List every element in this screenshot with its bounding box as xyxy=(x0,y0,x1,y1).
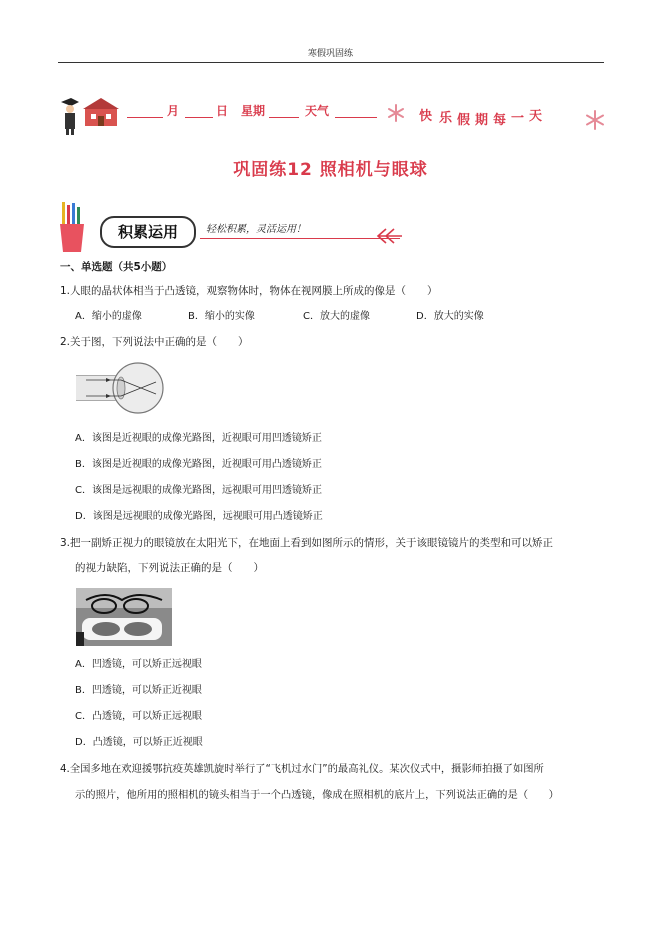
week-blank xyxy=(269,117,299,118)
fun-char: 天 xyxy=(529,109,543,124)
eye-diagram xyxy=(76,362,168,416)
month-label: 月 xyxy=(167,104,180,118)
fun-char: 每 xyxy=(493,113,507,128)
document-title: 巩固练12 照相机与眼球 xyxy=(233,160,428,180)
date-banner xyxy=(55,92,610,136)
arrow-icon xyxy=(372,226,404,246)
option-3c: C．凸透镜，可以矫正远视眼 xyxy=(75,711,202,722)
school-icon xyxy=(81,98,121,128)
question-2: 2.关于图，下列说法中正确的是（ ） xyxy=(60,336,249,348)
option-1a: A．缩小的虚像 xyxy=(75,311,142,322)
fun-char: 乐 xyxy=(439,111,453,126)
question-4-line2: 示的照片，他所用的照相机的镜头相当于一个凸透镜，像成在照相机的底片上，下列说法正确的是（ ） xyxy=(75,789,559,801)
day-label: 日 xyxy=(216,104,229,118)
question-4-line1: 4.全国多地在欢迎援鄂抗疫英雄凯旋时举行了“飞机过水门”的最高礼仪。某次仪式中，摄影师拍摄了如图所 xyxy=(60,763,544,775)
section-slogan: 轻松积累，灵活运用！ xyxy=(206,224,306,235)
fun-char: 一 xyxy=(511,111,525,126)
part-heading: 一、单选题（共5小题） xyxy=(60,261,173,273)
option-1b: B．缩小的实像 xyxy=(188,311,255,322)
option-2d: D．该图是远视眼的成像光路图，远视眼可用凸透镜矫正 xyxy=(75,511,323,522)
option-1c: C．放大的虚像 xyxy=(303,311,370,322)
slogan-underline xyxy=(200,238,400,239)
graduate-icon xyxy=(59,96,79,136)
weather-blank xyxy=(335,117,377,118)
option-2b: B．该图是近视眼的成像光路图，近视眼可用凸透镜矫正 xyxy=(75,459,322,470)
header-rule xyxy=(58,62,604,63)
weather-label: 天气 xyxy=(305,104,330,118)
pencil-cup-icon xyxy=(58,202,86,254)
option-1d: D．放大的实像 xyxy=(416,311,484,322)
fun-char: 快 xyxy=(419,109,433,124)
option-2a: A．该图是近视眼的成像光路图，近视眼可用凹透镜矫正 xyxy=(75,433,322,444)
option-3d: D．凸透镜，可以矫正近视眼 xyxy=(75,737,203,748)
glasses-photo xyxy=(76,588,172,646)
snowflake-icon xyxy=(585,110,605,130)
section-badge xyxy=(100,216,196,248)
snowflake-icon xyxy=(387,104,405,122)
question-3-line2: 的视力缺陷，下列说法正确的是（ ） xyxy=(75,562,264,574)
question-3-line1: 3.把一副矫正视力的眼镜放在太阳光下，在地面上看到如图所示的情形，关于该眼镜镜片的类型和可以矫正 xyxy=(60,537,554,549)
fun-char: 假 xyxy=(457,113,471,128)
option-2c: C．该图是远视眼的成像光路图，远视眼可用凹透镜矫正 xyxy=(75,485,322,496)
option-3a: A．凹透镜，可以矫正远视眼 xyxy=(75,659,202,670)
question-1: 1.人眼的晶状体相当于凸透镜，观察物体时，物体在视网膜上所成的像是（ ） xyxy=(60,285,438,297)
day-blank xyxy=(185,117,213,118)
page-header-title: 寒假巩固练 xyxy=(307,49,353,59)
week-label: 星期 xyxy=(241,104,266,118)
option-3b: B．凹透镜，可以矫正近视眼 xyxy=(75,685,202,696)
fun-char: 期 xyxy=(475,113,489,128)
section-badge-label: 积累运用 xyxy=(117,223,178,241)
month-blank xyxy=(127,117,163,118)
